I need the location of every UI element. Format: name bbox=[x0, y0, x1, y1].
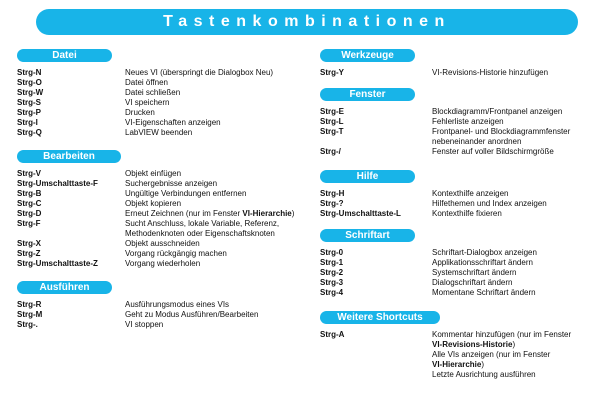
shortcut-description bbox=[125, 219, 317, 229]
description-text: Methodenknoten oder Eigenschaftsknoten bbox=[125, 229, 275, 238]
section-werkzeuge bbox=[320, 45, 610, 78]
shortcut-row bbox=[17, 310, 317, 320]
shortcut-key: Strg-/ bbox=[320, 147, 341, 156]
shortcut-key: Strg-E bbox=[320, 107, 344, 116]
shortcut-row bbox=[17, 259, 317, 269]
shortcut-description bbox=[125, 179, 317, 189]
description-text: Kontexthilfe anzeigen bbox=[432, 189, 509, 198]
section-fenster bbox=[320, 84, 610, 157]
shortcut-row bbox=[320, 127, 610, 137]
shortcut-key bbox=[320, 370, 432, 380]
shortcut-description bbox=[432, 137, 610, 147]
shortcut-key bbox=[17, 229, 125, 239]
shortcut-list bbox=[320, 68, 610, 78]
shortcut-row bbox=[320, 199, 610, 209]
shortcut-row bbox=[320, 117, 610, 127]
shortcut-description bbox=[125, 310, 317, 320]
description-text: Vorgang rückgängig machen bbox=[125, 249, 227, 258]
description-text: Objekt ausschneiden bbox=[125, 239, 200, 248]
description-text: Sucht Anschluss, lokale Variable, Referenz, bbox=[125, 219, 280, 228]
section-weitere-shortcuts bbox=[320, 307, 610, 380]
shortcut-description bbox=[432, 127, 610, 137]
shortcut-key: Strg-P bbox=[17, 108, 41, 117]
section-datei bbox=[17, 45, 317, 138]
shortcut-description bbox=[125, 169, 317, 179]
shortcut-key: Strg-T bbox=[320, 127, 344, 136]
description-text: Neues VI (überspringt die Dialogbox Neu) bbox=[125, 68, 274, 77]
description-text: Datei schließen bbox=[125, 88, 181, 97]
shortcut-row bbox=[320, 248, 610, 258]
shortcut-key: Strg-2 bbox=[320, 268, 344, 277]
left-column bbox=[17, 45, 317, 330]
description-text: Geht zu Modus Ausführen/Bearbeiten bbox=[125, 310, 259, 319]
shortcut-key: Strg-D bbox=[17, 209, 42, 218]
shortcut-row bbox=[17, 209, 317, 219]
shortcut-description bbox=[432, 117, 610, 127]
shortcut-key: Strg-3 bbox=[320, 278, 344, 287]
description-text: Ausführungsmodus eines VIs bbox=[125, 300, 230, 309]
shortcut-list bbox=[320, 107, 610, 157]
shortcut-key: Strg-A bbox=[320, 330, 345, 339]
shortcut-row bbox=[320, 370, 610, 380]
shortcut-description bbox=[432, 248, 610, 258]
shortcut-description bbox=[125, 249, 317, 259]
description-text: nebeneinander anordnen bbox=[432, 137, 522, 146]
shortcut-description bbox=[125, 300, 317, 310]
shortcut-row bbox=[17, 108, 317, 118]
shortcut-list bbox=[17, 300, 317, 330]
shortcut-description bbox=[432, 370, 610, 380]
shortcut-row bbox=[320, 137, 610, 147]
shortcut-row bbox=[17, 300, 317, 310]
shortcut-description bbox=[432, 360, 610, 370]
shortcut-description bbox=[125, 108, 317, 118]
window-name: VI-Hierarchie bbox=[432, 360, 482, 369]
shortcut-description bbox=[125, 68, 317, 78]
shortcut-key bbox=[320, 137, 432, 147]
description-text: ) bbox=[481, 360, 485, 369]
shortcut-row bbox=[320, 258, 610, 268]
shortcut-description bbox=[125, 98, 317, 108]
description-text: Objekt einfügen bbox=[125, 169, 182, 178]
window-name: VI-Hierarchie bbox=[242, 209, 292, 218]
shortcut-description bbox=[125, 320, 317, 330]
section-heading: Bearbeiten bbox=[17, 150, 121, 163]
shortcut-row bbox=[320, 147, 610, 157]
shortcut-description bbox=[432, 107, 610, 117]
description-text: Datei öffnen bbox=[125, 78, 168, 87]
shortcut-key: Strg-B bbox=[17, 189, 42, 198]
shortcut-key: Strg-V bbox=[17, 169, 41, 178]
shortcut-row bbox=[320, 209, 610, 219]
section-heading: Fenster bbox=[320, 88, 415, 101]
shortcut-description bbox=[432, 278, 610, 288]
shortcut-description bbox=[432, 330, 610, 340]
description-text: Ungültige Verbindungen entfernen bbox=[125, 189, 247, 198]
shortcut-row bbox=[17, 88, 317, 98]
shortcut-description bbox=[125, 189, 317, 199]
shortcut-row bbox=[17, 68, 317, 78]
shortcut-key: Strg-R bbox=[17, 300, 42, 309]
shortcut-description bbox=[432, 288, 610, 298]
page-title: Tastenkombinationen bbox=[36, 9, 578, 35]
shortcut-key: Strg-? bbox=[320, 199, 344, 208]
shortcut-description bbox=[125, 209, 317, 219]
shortcut-description bbox=[432, 209, 610, 219]
shortcut-row bbox=[17, 118, 317, 128]
description-text: Blockdiagramm/Frontpanel anzeigen bbox=[432, 107, 563, 116]
shortcut-key: Strg-O bbox=[17, 78, 42, 87]
description-text: Fehlerliste anzeigen bbox=[432, 117, 504, 126]
shortcut-list bbox=[17, 169, 317, 269]
shortcut-description bbox=[125, 118, 317, 128]
shortcut-key: Strg-Umschalttaste-Z bbox=[17, 259, 98, 268]
shortcut-description bbox=[432, 268, 610, 278]
right-column bbox=[320, 45, 610, 380]
shortcut-key: Strg-M bbox=[17, 310, 43, 319]
description-text: Letzte Ausrichtung ausführen bbox=[432, 370, 536, 379]
description-text: ) bbox=[512, 340, 516, 349]
shortcut-key: Strg-H bbox=[320, 189, 345, 198]
description-text: Frontpanel- und Blockdiagrammfenster bbox=[432, 127, 571, 136]
description-text: LabVIEW beenden bbox=[125, 128, 193, 137]
description-text: Kontexthilfe fixieren bbox=[432, 209, 502, 218]
shortcut-row bbox=[17, 199, 317, 209]
shortcut-key: Strg-S bbox=[17, 98, 41, 107]
shortcut-key: Strg-L bbox=[320, 117, 344, 126]
shortcut-row bbox=[320, 189, 610, 199]
shortcut-row bbox=[320, 360, 610, 370]
section-schriftart bbox=[320, 225, 610, 298]
description-text: Erneut Zeichnen (nur im Fenster bbox=[125, 209, 243, 218]
shortcut-row bbox=[17, 78, 317, 88]
shortcut-description bbox=[125, 78, 317, 88]
window-name: VI-Revisions-Historie bbox=[432, 340, 513, 349]
shortcut-list bbox=[320, 330, 610, 380]
shortcut-row bbox=[320, 107, 610, 117]
shortcut-list bbox=[17, 68, 317, 138]
shortcut-list bbox=[320, 248, 610, 298]
shortcut-description bbox=[432, 68, 610, 78]
shortcut-key: Strg-N bbox=[17, 68, 42, 77]
shortcut-key: Strg-W bbox=[17, 88, 44, 97]
shortcut-description bbox=[125, 229, 317, 239]
description-text: Vorgang wiederholen bbox=[125, 259, 201, 268]
shortcut-key: Strg-Q bbox=[17, 128, 42, 137]
shortcut-row bbox=[320, 330, 610, 340]
shortcut-key: Strg-4 bbox=[320, 288, 344, 297]
shortcut-row bbox=[17, 239, 317, 249]
section-bearbeiten bbox=[17, 146, 317, 269]
shortcut-description bbox=[432, 147, 610, 157]
section-heading: Datei bbox=[17, 49, 112, 62]
shortcut-row bbox=[320, 340, 610, 350]
shortcut-row bbox=[17, 320, 317, 330]
shortcut-row bbox=[320, 278, 610, 288]
section-heading: Hilfe bbox=[320, 170, 415, 183]
shortcut-key: Strg-Umschalttaste-L bbox=[320, 209, 401, 218]
description-text: Fenster auf voller Bildschirmgröße bbox=[432, 147, 554, 156]
shortcut-description bbox=[125, 88, 317, 98]
shortcut-key: Strg-I bbox=[17, 118, 38, 127]
shortcut-description bbox=[432, 340, 610, 350]
description-text: VI stoppen bbox=[125, 320, 164, 329]
description-text: ) bbox=[291, 209, 295, 218]
shortcut-description bbox=[432, 199, 610, 209]
description-text: Systemschriftart ändern bbox=[432, 268, 517, 277]
description-text: Alle VIs anzeigen (nur im Fenster bbox=[432, 350, 551, 359]
description-text: VI speichern bbox=[125, 98, 170, 107]
shortcut-row bbox=[17, 219, 317, 229]
shortcut-row bbox=[17, 128, 317, 138]
shortcut-row bbox=[320, 268, 610, 278]
description-text: Dialogschriftart ändern bbox=[432, 278, 513, 287]
shortcut-description bbox=[125, 199, 317, 209]
description-text: VI-Revisions-Historie hinzufügen bbox=[432, 68, 549, 77]
section-heading: Schriftart bbox=[320, 229, 415, 242]
shortcut-key: Strg-C bbox=[17, 199, 42, 208]
shortcut-row bbox=[17, 229, 317, 239]
shortcut-description bbox=[125, 239, 317, 249]
description-text: VI-Eigenschaften anzeigen bbox=[125, 118, 221, 127]
description-text: Drucken bbox=[125, 108, 155, 117]
shortcut-list bbox=[320, 189, 610, 219]
description-text: Applikationsschriftart ändern bbox=[432, 258, 533, 267]
shortcut-key: Strg-1 bbox=[320, 258, 344, 267]
description-text: Momentane Schriftart ändern bbox=[432, 288, 536, 297]
shortcut-description bbox=[125, 128, 317, 138]
shortcut-row bbox=[17, 98, 317, 108]
shortcut-description bbox=[125, 259, 317, 269]
section-heading: Ausführen bbox=[17, 281, 112, 294]
shortcut-key: Strg-. bbox=[17, 320, 38, 329]
shortcut-row bbox=[17, 189, 317, 199]
shortcut-row bbox=[17, 169, 317, 179]
shortcut-row bbox=[320, 350, 610, 360]
section-hilfe bbox=[320, 166, 610, 219]
shortcut-row bbox=[320, 68, 610, 78]
description-text: Hilfethemen und Index anzeigen bbox=[432, 199, 547, 208]
section-ausfuehren bbox=[17, 277, 317, 330]
section-heading: Weitere Shortcuts bbox=[320, 311, 440, 324]
shortcut-key: Strg-Umschalttaste-F bbox=[17, 179, 98, 188]
description-text: Schriftart-Dialogbox anzeigen bbox=[432, 248, 537, 257]
shortcut-key: Strg-F bbox=[17, 219, 41, 228]
description-text: Kommentar hinzufügen (nur im Fenster bbox=[432, 330, 572, 339]
section-heading: Werkzeuge bbox=[320, 49, 415, 62]
shortcut-description bbox=[432, 350, 610, 360]
shortcut-row bbox=[17, 179, 317, 189]
description-text: Objekt kopieren bbox=[125, 199, 182, 208]
shortcut-key bbox=[320, 350, 432, 360]
shortcut-description bbox=[432, 189, 610, 199]
shortcut-row bbox=[320, 288, 610, 298]
description-text: Suchergebnisse anzeigen bbox=[125, 179, 218, 188]
shortcut-key: Strg-X bbox=[17, 239, 41, 248]
shortcut-description bbox=[432, 258, 610, 268]
shortcut-key: Strg-Y bbox=[320, 68, 344, 77]
shortcut-key bbox=[320, 340, 432, 350]
shortcut-key: Strg-Z bbox=[17, 249, 41, 258]
shortcut-key bbox=[320, 360, 432, 370]
shortcut-row bbox=[17, 249, 317, 259]
shortcut-key: Strg-0 bbox=[320, 248, 344, 257]
